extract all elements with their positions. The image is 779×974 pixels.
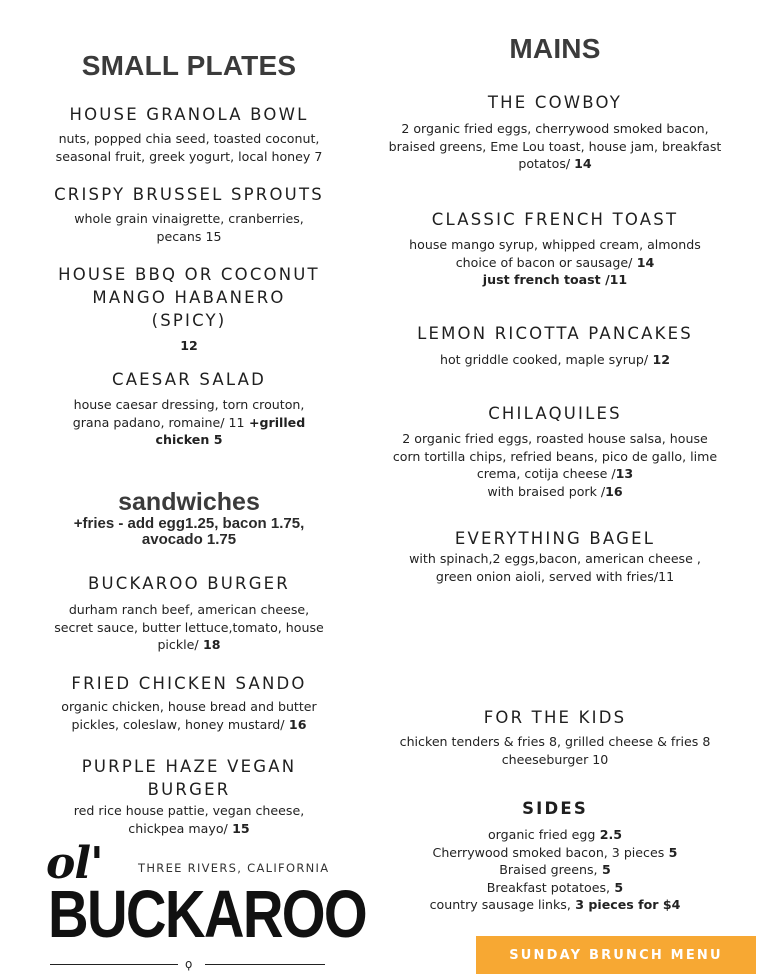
bbq-price: 12 (180, 338, 198, 353)
chilaquiles-desc-line: corn tortilla chips, refried beans, pico de gallo, lime (392, 448, 718, 464)
sides-title: SIDES (522, 799, 588, 818)
buckaroo-price: 18 (198, 637, 221, 652)
side-item (360, 844, 750, 862)
kids-desc-line: cheeseburger 10 (501, 751, 609, 767)
bbq-title-line: MANGO HABANERO (92, 288, 286, 307)
sandwiches-title: sandwiches (118, 488, 260, 516)
side-item-price: 5 (610, 879, 624, 895)
bbq-title-line: (SPICY) (151, 311, 227, 330)
side-item-text: Breakfast potatoes, (486, 879, 611, 895)
pancakes-price: 12 (648, 352, 671, 367)
side-item-text: country sausage links, (429, 897, 571, 912)
granola-bowl-desc (18, 130, 360, 165)
french-toast-alt: just french toast /11 (482, 272, 628, 287)
kids-desc-line: chicken tenders & fries 8, grilled cheese & fries 8 (399, 734, 711, 749)
cowboy-desc (360, 120, 750, 173)
granola-desc-line: nuts, popped chia seed, toasted coconut, (58, 131, 320, 146)
kids-title: FOR THE KIDS (483, 708, 627, 727)
bbq-title-line: HOUSE BBQ OR COCONUT (58, 265, 320, 284)
french-toast-desc (360, 236, 750, 289)
bagel-desc-line: green onion aioli, served with fries/11 (435, 568, 675, 584)
purple-title-line: BURGER (147, 780, 231, 799)
chicken-desc-line (18, 716, 360, 734)
side-item-price: 5 (664, 844, 678, 860)
logo-script: ol' (46, 838, 103, 889)
purple-desc-text: chickpea mayo/ (128, 820, 228, 836)
bagel-desc (360, 550, 750, 585)
caesar-desc-line (18, 414, 360, 432)
sandwiches-subtitle (18, 516, 360, 548)
fried-chicken-sando-title: FRIED CHICKEN SANDO (71, 674, 307, 693)
logo-wordmark: BUCKAROO (48, 877, 366, 952)
buckaroo-desc-line (18, 636, 360, 654)
cowboy-price: 14 (574, 156, 592, 171)
french-toast-desc-line (360, 254, 750, 272)
fried-chicken-sando-desc (18, 698, 360, 733)
purple-haze-burger-desc (18, 802, 360, 837)
brussel-desc-line: pecans 15 (156, 228, 222, 244)
purple-desc-line (18, 820, 360, 838)
buckaroo-burger-title: BUCKAROO BURGER (88, 574, 290, 593)
side-item-price: 3 pieces for $4 (570, 897, 681, 912)
side-item (360, 826, 750, 844)
logo-divider (205, 964, 325, 965)
pancakes-desc (360, 351, 750, 369)
chicken-desc-line: organic chicken, house bread and butter (61, 699, 317, 714)
pancakes-title: LEMON RICOTTA PANCAKES (417, 324, 693, 343)
side-item (360, 861, 750, 879)
granola-desc-line: seasonal fruit, greek yogurt, local honey 7 (55, 148, 323, 164)
side-item-price: 5 (597, 862, 611, 877)
chilaquiles-pork-text: with braised pork / (487, 483, 606, 499)
logo-divider (50, 964, 178, 965)
chilaquiles-desc-line (360, 483, 750, 501)
cowboy-desc-line: 2 organic fried eggs, cherrywood smoked bacon, (401, 121, 709, 136)
bagel-desc-line: with spinach,2 eggs,bacon, american cheese , (409, 551, 701, 566)
kids-desc (360, 733, 750, 768)
chilaquiles-desc-line (360, 465, 750, 483)
chicken-price: 16 (284, 716, 307, 732)
sides-list (360, 826, 750, 914)
caesar-addon-price: chicken 5 (155, 432, 223, 447)
side-item-text: Cherrywood smoked bacon, 3 pieces (432, 844, 665, 860)
bagel-title: EVERYTHING BAGEL (454, 529, 656, 548)
caesar-addon: +grilled (244, 414, 306, 430)
bbq-wings-title (18, 263, 360, 332)
caesar-salad-title: CAESAR SALAD (111, 370, 267, 389)
logo-location: THREE RIVERS, CALIFORNIA (138, 861, 330, 875)
chilaquiles-pork-price: 16 (605, 483, 623, 499)
right-column (360, 0, 750, 974)
left-column (18, 0, 360, 974)
french-toast-desc-text: choice of bacon or sausage/ (455, 254, 633, 270)
small-plates-title: SMALL PLATES (81, 50, 297, 81)
sunday-brunch-badge: SUNDAY BRUNCH MENU (476, 936, 756, 974)
cowboy-desc-text: potatos/ (518, 156, 575, 171)
chilaquiles-price: 13 (615, 466, 634, 481)
side-item-price: 2.5 (595, 827, 623, 842)
buckaroo-desc-text: pickle/ (157, 637, 199, 652)
caesar-desc-text: grana padano, romaine/ 11 (72, 414, 245, 430)
purple-desc-line: red rice house pattie, vegan cheese, (73, 803, 305, 818)
cowboy-desc-line: braised greens, Eme Lou toast, house jam, breakfast (388, 138, 722, 154)
sandwiches-subtitle-line: avocado 1.75 (141, 531, 237, 548)
mains-title: MAINS (509, 33, 601, 64)
side-item (360, 879, 750, 897)
chilaquiles-title: CHILAQUILES (488, 404, 622, 423)
cowboy-title: THE COWBOY (487, 93, 623, 112)
cowboy-desc-line (360, 155, 750, 173)
buckaroo-burger-desc (18, 601, 360, 654)
buckaroo-desc-line: durham ranch beef, american cheese, (68, 602, 310, 617)
purple-title-line: PURPLE HAZE VEGAN (81, 757, 297, 776)
chilaquiles-desc-line: 2 organic fried eggs, roasted house salsa, house (402, 431, 708, 446)
pancakes-desc-line (360, 351, 750, 369)
side-item-text: Braised greens, (499, 862, 598, 877)
side-item (360, 896, 750, 914)
chicken-desc-text: pickles, coleslaw, honey mustard/ (71, 716, 285, 732)
purple-price: 15 (227, 820, 250, 836)
brussel-desc-line: whole grain vinaigrette, cranberries, (74, 211, 304, 226)
french-toast-title: CLASSIC FRENCH TOAST (431, 210, 679, 229)
brussel-sprouts-title: CRISPY BRUSSEL SPROUTS (54, 185, 324, 204)
caesar-salad-desc (18, 396, 360, 449)
granola-bowl-title: HOUSE GRANOLA BOWL (69, 105, 309, 124)
caesar-desc-line: house caesar dressing, torn crouton, (73, 397, 305, 412)
sandwiches-subtitle-line: +fries - add egg1.25, bacon 1.75, (73, 515, 305, 532)
chilaquiles-desc (360, 430, 750, 500)
purple-haze-burger-title (18, 755, 360, 801)
logo-mark-icon: ϙ (185, 957, 193, 971)
pancakes-desc-text: hot griddle cooked, maple syrup/ (439, 352, 649, 367)
brussel-sprouts-desc (18, 210, 360, 245)
buckaroo-desc-line: secret sauce, butter lettuce,tomato, house (54, 619, 324, 635)
french-toast-price: 14 (632, 254, 655, 270)
french-toast-desc-line: house mango syrup, whipped cream, almonds (409, 237, 701, 252)
chilaquiles-desc-text: crema, cotija cheese / (476, 466, 616, 481)
side-item-text: organic fried egg (487, 827, 596, 842)
